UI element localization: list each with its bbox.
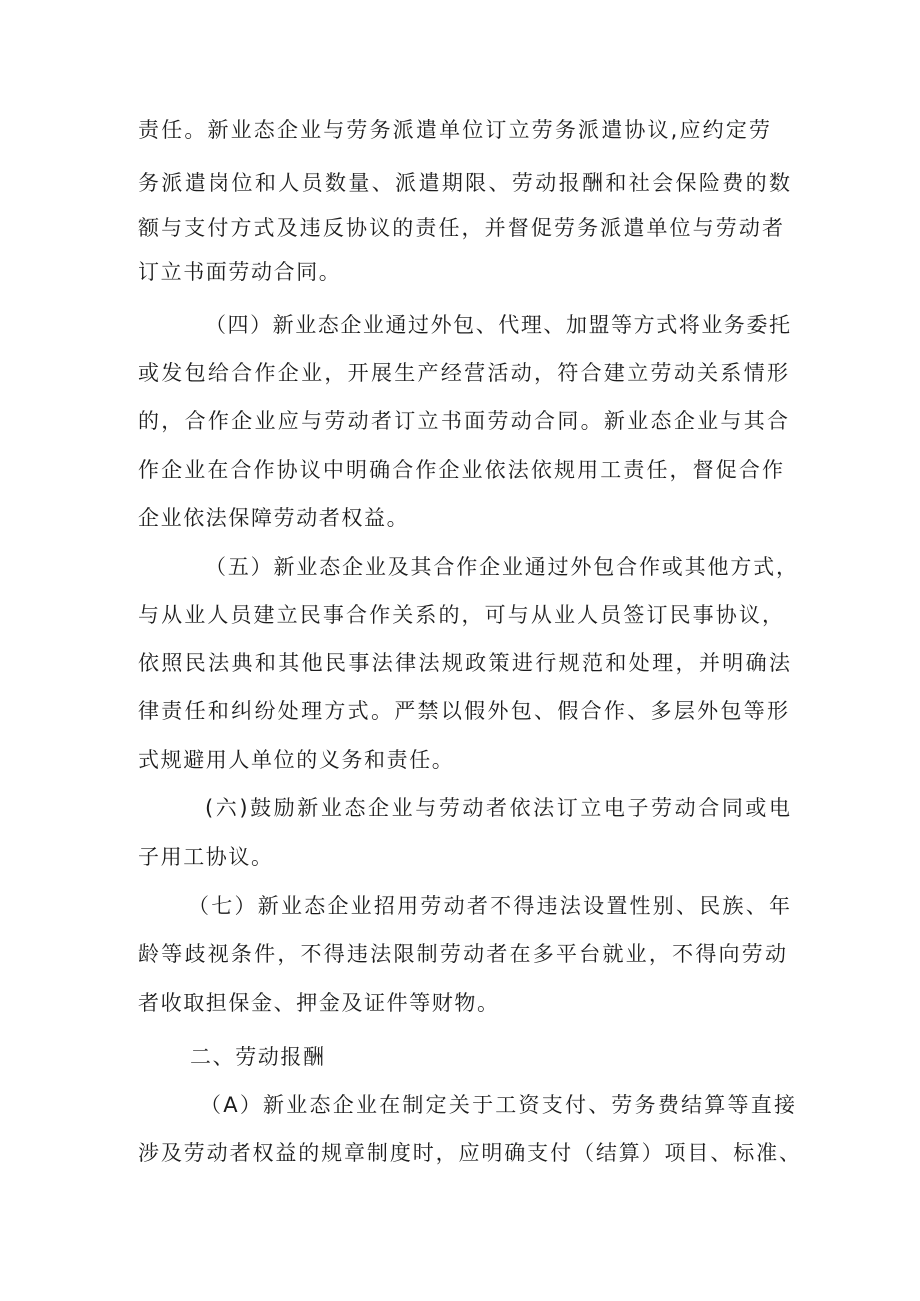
text-line: 依照民法典和其他民事法律法规政策进行规范和处理，并明确法 <box>138 651 790 675</box>
text-line: 龄等歧视条件，不得违法限制劳动者在多平台就业，不得向劳动 <box>138 942 786 966</box>
text-line: 涉及劳动者权益的规章制度时，应明确支付（结算）项目、标准、 <box>138 1141 800 1165</box>
text-line: 务派遣岗位和人员数量、派遣期限、劳动报酬和社会保险费的数 <box>138 171 790 195</box>
text-line: 者收取担保金、押金及证件等财物。 <box>138 991 500 1015</box>
text-line: (六)鼓励新业态企业与劳动者依法订立电子劳动合同或电 <box>205 796 790 820</box>
text-line: 的，合作企业应与劳动者订立书面劳动合同。新业态企业与其合 <box>138 409 788 433</box>
text-line: （四）新业态企业通过外包、代理、加盟等方式将业务委托 <box>205 313 790 337</box>
text-line: 式规避用人单位的义务和责任。 <box>138 748 455 772</box>
text-line: 律责任和纠纷处理方式。严禁以假外包、假合作、多层外包等形 <box>138 699 788 723</box>
text-line: 额与支付方式及违反协议的责任，并督促劳务派遣单位与劳动者 <box>138 216 783 240</box>
text-line: （七）新业态企业招用劳动者不得违法设置性别、民族、年 <box>188 894 790 918</box>
text-line: 责任。新业态企业与劳务派遣单位订立劳务派遣协议,应约定劳 <box>138 118 770 142</box>
text-line: 子用工协议。 <box>138 845 274 869</box>
text-line: （五）新业态企业及其合作企业通过外包合作或其他方式， <box>205 555 797 579</box>
text-line: 与从业人员建立民事合作关系的，可与从业人员签订民事协议， <box>138 603 783 627</box>
section-heading: 二、劳动报酬 <box>190 1045 326 1069</box>
text-line: （A）新业态企业在制定关于工资支付、劳务费结算等直接 <box>200 1093 795 1117</box>
text-line: 作企业在合作协议中明确合作企业依法依规用工责任，督促合作 <box>138 458 783 482</box>
text-line: 订立书面劳动合同。 <box>138 260 342 284</box>
text-line: 或发包给合作企业，开展生产经营活动，符合建立劳动关系情形 <box>138 361 788 385</box>
text-line: 企业依法保障劳动者权益。 <box>138 506 410 530</box>
